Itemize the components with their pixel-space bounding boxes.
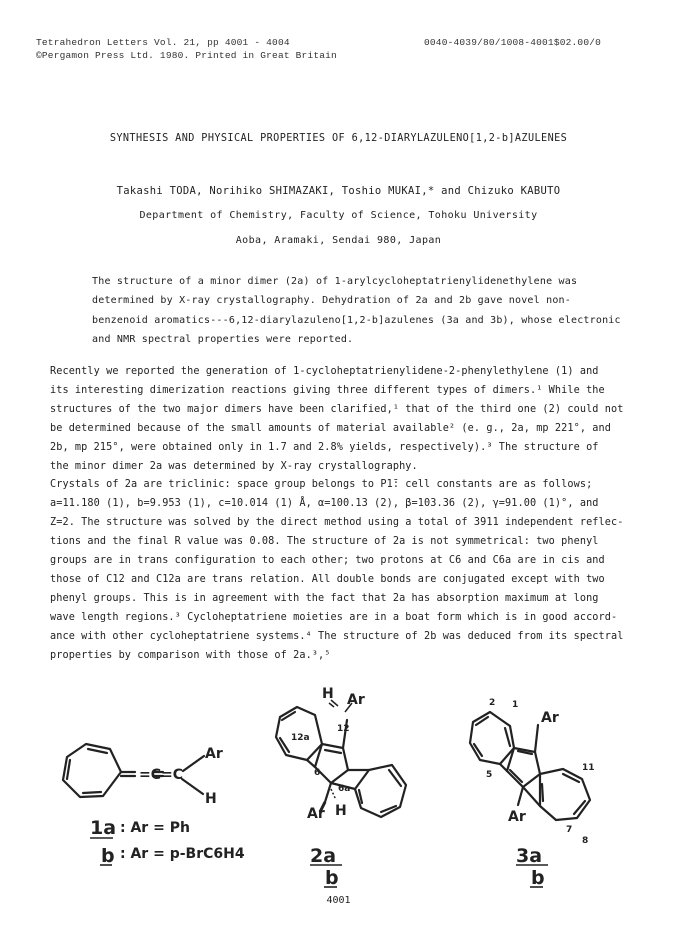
body-line: tions and the final R value was 0.08. The structure of 2a is not symmetrical: two phenyl <box>50 536 599 547</box>
body-line: wave length regions.³ Cycloheptatriene moieties are in a boat form which is in good accord- <box>50 612 618 623</box>
affiliation-line-2: Aoba, Aramaki, Sendai 980, Japan <box>235 235 442 246</box>
compound-2a-label: 2a <box>310 845 337 867</box>
abstract-line: and NMR spectral properties were reported. <box>92 334 354 345</box>
abstract-line: benzenoid aromatics---6,12-diarylazuleno[1,2-b]azulenes (3a and 3b), whose electronic <box>92 315 621 326</box>
body-line: the minor dimer 2a was determined by X-ray crystallography. <box>50 461 418 472</box>
compound-2-h-top: H <box>322 686 334 702</box>
compound-1b-label: b <box>101 845 115 867</box>
compound-2-locant-12: 12 <box>337 724 350 734</box>
body-line: 2b, mp 215°, were obtained only in 1.7 and 2.8% yields, respectively).³ The structure of <box>50 442 599 453</box>
compound-2b-label: b <box>325 867 339 889</box>
body-line: phenyl groups. This is in agreement with the fact that 2a has absorption maximum at long <box>50 593 599 604</box>
copyright-line: ©Pergamon Press Ltd. 1980. Printed in Great Britain <box>36 50 337 61</box>
compound-3-structure <box>470 712 590 820</box>
article-code: 0040-4039/80/1008-4001$02.00/0 <box>424 37 602 48</box>
compound-1a-label: 1a <box>90 817 117 839</box>
body-line: Recently we reported the generation of 1-cycloheptatrienylidene-2-phenylethylene (1) and <box>50 366 599 377</box>
compound-3-ar-bottom: Ar <box>508 809 526 825</box>
body-line: Crystals of 2a are triclinic: space group belongs to P1̄: cell constants are as follows; <box>50 479 593 490</box>
compound-1-ar: Ar <box>205 746 223 762</box>
compound-2-locant-12a: 12a <box>291 733 310 743</box>
compound-2-ar-bottom: Ar <box>307 806 325 822</box>
compound-1-ccc: =C=C <box>139 767 184 783</box>
compound-3b-label: b <box>531 867 545 889</box>
body-line: properties by comparison with those of 2a.³,⁵ <box>50 650 331 661</box>
abstract-line: The structure of a minor dimer (2a) of 1-arylcycloheptatrienylidenethylene was <box>92 276 578 287</box>
affiliation-line-1: Department of Chemistry, Faculty of Science, Tohoku University <box>139 210 538 221</box>
compound-3-locant-7: 7 <box>566 825 573 835</box>
compound-2-h-bottom: H <box>335 803 347 819</box>
body-line: a=11.180 (1), b=9.953 (1), c=10.014 (1) Å, α=100.13 (2), β=103.36 (2), γ=91.00 (1)°, and <box>50 498 599 509</box>
compound-1b-definition: : Ar = p-BrC6H4 <box>120 846 245 862</box>
compound-3-locant-5: 5 <box>486 770 493 780</box>
compound-3-locant-11: 11 <box>582 763 595 773</box>
author-list: Takashi TODA, Norihiko SHIMAZAKI, Toshio MUKAI,* and Chizuko KABUTO <box>116 185 561 197</box>
compound-1-h: H <box>205 791 217 807</box>
chemical-scheme <box>0 670 677 890</box>
compound-2-ar-top: Ar <box>347 692 365 708</box>
body-line: Z=2. The structure was solved by the direct method using a total of 3911 independent reflec- <box>50 517 624 528</box>
body-line: be determined because of the small amounts of material available² (e. g., 2a, mp 221°, and <box>50 423 612 434</box>
page-number: 4001 <box>326 895 351 906</box>
paper-title: SYNTHESIS AND PHYSICAL PROPERTIES OF 6,12-DIARYLAZULENO[1,2-b]AZULENES <box>109 133 568 144</box>
stereo-bonds <box>320 700 352 812</box>
journal-citation: Tetrahedron Letters Vol. 21, pp 4001 - 4004 <box>36 37 290 48</box>
body-line: its interesting dimerization reactions giving three different types of dimers.¹ While the <box>50 385 605 396</box>
compound-3-ar-top: Ar <box>541 710 559 726</box>
compound-2-locant-6: 6 <box>314 768 321 778</box>
compound-3-locant-2: 2 <box>489 698 496 708</box>
compound-3-locant-1: 1 <box>512 700 519 710</box>
body-line: structures of the two major dimers have been clarified,¹ that of the third one (2) could not <box>50 404 624 415</box>
compound-1a-definition: : Ar = Ph <box>120 820 190 836</box>
compound-3a-label: 3a <box>516 845 543 867</box>
body-line: groups are in trans configuration to each other; two protons at C6 and C6a are in cis and <box>50 555 605 566</box>
body-line: those of C12 and C12a are trans relation. All double bonds are conjugated except with two <box>50 574 605 585</box>
compound-3-locant-8: 8 <box>582 836 589 846</box>
body-line: ance with other cycloheptatriene systems.⁴ The structure of 2b was deduced from its spectral <box>50 631 624 642</box>
abstract-line: determined by X-ray crystallography. Dehydration of 2a and 2b gave novel non- <box>92 295 571 306</box>
compound-2-locant-6a: 6a <box>338 784 351 794</box>
